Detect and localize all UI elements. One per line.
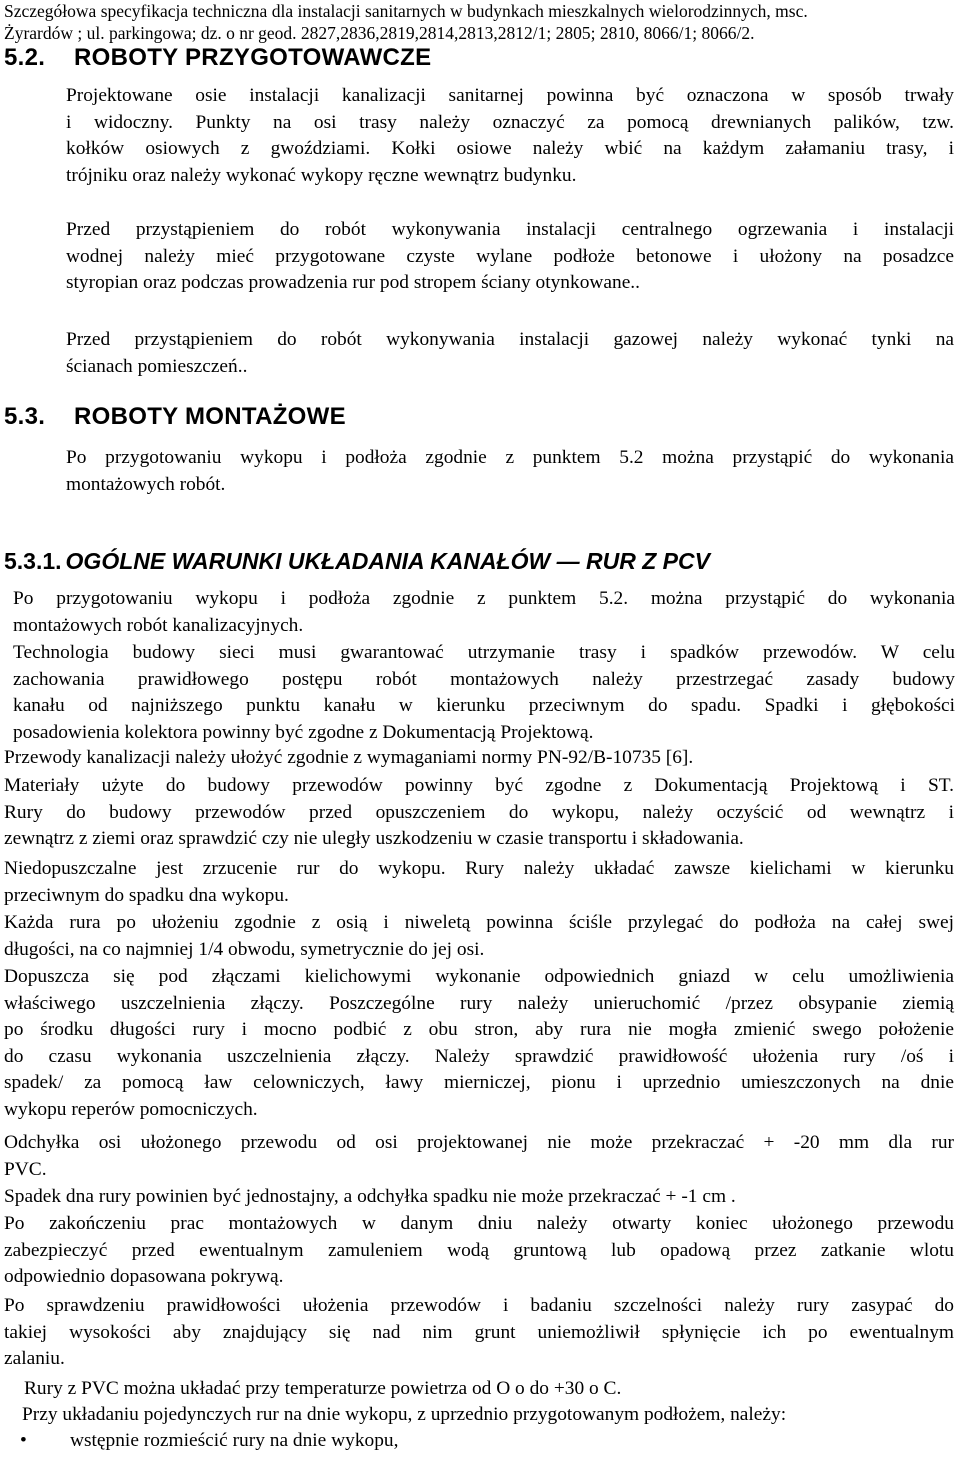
text-line: Technologia budowy sieci musi gwarantować utrzymanie trasy i spadków przewodów. W celu xyxy=(13,642,955,663)
paragraph xyxy=(66,83,954,189)
page-header xyxy=(4,0,954,44)
section-title: ROBOTY PRZYGOTOWAWCZE xyxy=(74,44,432,71)
paragraph xyxy=(13,640,955,746)
text-line: Każda rura po ułożeniu zgodnie z osią i niweletą powinna ściśle przylegać do podłoża na całej swej xyxy=(4,912,954,933)
text-line: po środku długości rury i mocno podbić z obu stron, aby rura nie mogła zmienić swego położenie xyxy=(4,1019,954,1041)
text-line: Rury z PVC można układać przy temperaturze powietrza od O o do +30 o C. xyxy=(24,1378,622,1399)
text-line: Materiały użyte do budowy przewodów powinny być zgodne z Dokumentacją Projektową i ST. xyxy=(4,775,954,796)
section-heading-5-3-1 xyxy=(4,548,710,575)
text-line: trójniku oraz należy wykonać wykopy ręczne wewnątrz budynku. xyxy=(66,164,577,186)
text-line: do czasu wykonania uszczelnienia złączy. Należy sprawdzić prawidłowość ułożenia rury /oś i xyxy=(4,1045,954,1067)
text-line: PVC. xyxy=(4,1158,47,1180)
paragraph xyxy=(4,964,954,1124)
text-line: Niedopuszczalne jest zrzucenie rur do wykopu. Rury należy układać zawsze kielichami w kierunku xyxy=(4,858,954,879)
text-line: kołków osiowych z gwoździami. Kołki osiowe należy wbić na każdym załamaniu trasy, i xyxy=(66,138,954,160)
text-line: ścianach pomieszczeń.. xyxy=(66,355,248,377)
text-line: Przed przystąpieniem do robót wykonywania instalacji centralnego ogrzewania i instalacji xyxy=(66,219,954,240)
text-line: Po sprawdzeniu prawidłowości ułożenia przewodów i badaniu szczelności należy rury zasypać do xyxy=(4,1295,954,1316)
text-line: Spadek dna rury powinien być jednostajny, a odchyłka spadku nie może przekraczać + -1 cm . xyxy=(4,1186,736,1207)
text-line: odpowiednio dopasowana pokrywą. xyxy=(4,1266,284,1288)
section-title: OGÓLNE WARUNKI UKŁADANIA KANAŁÓW — RUR Z PCV xyxy=(65,548,710,574)
text-line: Przewody kanalizacji należy ułożyć zgodnie z wymaganiami normy PN-92/B-10735 [6]. xyxy=(4,747,694,768)
bullet-icon: • xyxy=(20,1430,27,1451)
text-line: Projektowane osie instalacji kanalizacji sanitarnej powinna być oznaczona w sposób trwały xyxy=(66,85,954,106)
paragraph xyxy=(66,217,954,297)
section-number: 5.3. xyxy=(4,403,46,430)
paragraph xyxy=(22,1402,957,1429)
text-line: montażowych robót kanalizacyjnych. xyxy=(13,614,304,636)
paragraph xyxy=(4,745,954,772)
text-line: Przy układaniu pojedynczych rur na dnie wykopu, z uprzednio przygotowanym podłożem, należy: xyxy=(22,1404,787,1425)
bullet-list-item xyxy=(20,1428,398,1454)
section-heading-5-3 xyxy=(4,403,346,431)
text-line: Po przygotowaniu wykopu i podłoża zgodnie z punktem 5.2 można przystąpić do wykonania xyxy=(66,447,954,468)
text-line: Rury do budowy przewodów przed opuszczeniem do wykopu, należy oczyścić od wewnątrz i xyxy=(4,801,954,823)
text-line: zalaniu. xyxy=(4,1348,65,1370)
bullet-text: wstępnie rozmieścić rury na dnie wykopu, xyxy=(70,1430,399,1451)
paragraph xyxy=(13,586,955,639)
paragraph xyxy=(4,773,954,853)
text-line: posadowienia kolektora powinny być zgodne z Dokumentacją Projektową. xyxy=(13,721,594,743)
header-line-2: Żyrardów ; ul. parkingowa; dz. o nr geod. 2827,2836,2819,2814,2813,2812/1; 2805; 2810, 8066/1; 8066/2. xyxy=(4,23,755,43)
paragraph xyxy=(4,856,954,909)
section-number: 5.3.1. xyxy=(4,548,62,574)
text-line: długości, na co najmniej 1/4 obwodu, symetrycznie do jej osi. xyxy=(4,938,485,960)
text-line: i widoczny. Punkty na osi trasy należy oznaczyć za pomocą drewnianych palików, tzw. xyxy=(66,111,954,133)
text-line: Przed przystąpieniem do robót wykonywania instalacji gazowej należy wykonać tynki na xyxy=(66,329,954,350)
paragraph xyxy=(24,1376,954,1403)
text-line: Po zakończeniu prac montażowych w danym dniu należy otwarty koniec ułożonego przewodu xyxy=(4,1213,954,1234)
text-line: przeciwnym do spadku dna wykopu. xyxy=(4,884,289,906)
paragraph xyxy=(66,327,954,380)
paragraph xyxy=(66,445,954,498)
paragraph xyxy=(4,1184,954,1211)
paragraph xyxy=(4,910,954,963)
text-line: styropian oraz podczas prowadzenia rur pod stropem ściany otynkowane.. xyxy=(66,272,640,294)
text-line: kanału od najniższego punktu kanału w kierunku przeciwnym do spadu. Spadki i głębokości xyxy=(13,695,955,717)
paragraph xyxy=(4,1211,954,1291)
text-line: wodnej należy mieć przygotowane czyste wylane podłoże betonowe i ułożony na posadzce xyxy=(66,245,954,267)
text-line: właściwego uszczelnienia złączy. Poszczególne rury należy unieruchomić /przez obsypanie ziemią xyxy=(4,992,954,1014)
section-title: ROBOTY MONTAŻOWE xyxy=(74,403,346,430)
text-line: Po przygotowaniu wykopu i podłoża zgodnie z punktem 5.2. można przystąpić do wykonania xyxy=(13,588,955,609)
text-line: zewnątrz z ziemi oraz sprawdzić czy nie uległy uszkodzeniu w czasie transportu i składowania. xyxy=(4,828,744,850)
text-line: Odchyłka osi ułożonego przewodu od osi projektowanej nie może przekraczać + -20 mm dla rur xyxy=(4,1132,954,1153)
header-line-1: Szczegółowa specyfikacja techniczna dla instalacji sanitarnych w budynkach mieszkalnych wielorodzinnych, msc. xyxy=(4,1,808,21)
section-number: 5.2. xyxy=(4,44,46,71)
section-heading-5-2 xyxy=(4,44,431,72)
text-line: Dopuszcza się pod złączami kielichowymi wykonanie odpowiednich gniazd w celu umożliwienia xyxy=(4,966,954,987)
paragraph xyxy=(4,1293,954,1373)
text-line: spadek/ za pomocą ław celowniczych, ławy mierniczej, pionu i uprzednio umieszczonych na dnie xyxy=(4,1072,954,1094)
text-line: montażowych robót. xyxy=(66,473,226,495)
text-line: zachowania prawidłowego postępu robót montażowych należy przestrzegać zasady budowy xyxy=(13,668,955,690)
text-line: zabezpieczyć przed ewentualnym zamuleniem wodą gruntową lub opadową przez zatkanie wlotu xyxy=(4,1239,954,1261)
text-line: takiej wysokości aby znajdujący się nad nim grunt uniemożliwił spłynięcie ich po ewentualnym xyxy=(4,1321,954,1343)
text-line: wykopu reperów pomocniczych. xyxy=(4,1098,258,1120)
paragraph xyxy=(4,1130,954,1183)
